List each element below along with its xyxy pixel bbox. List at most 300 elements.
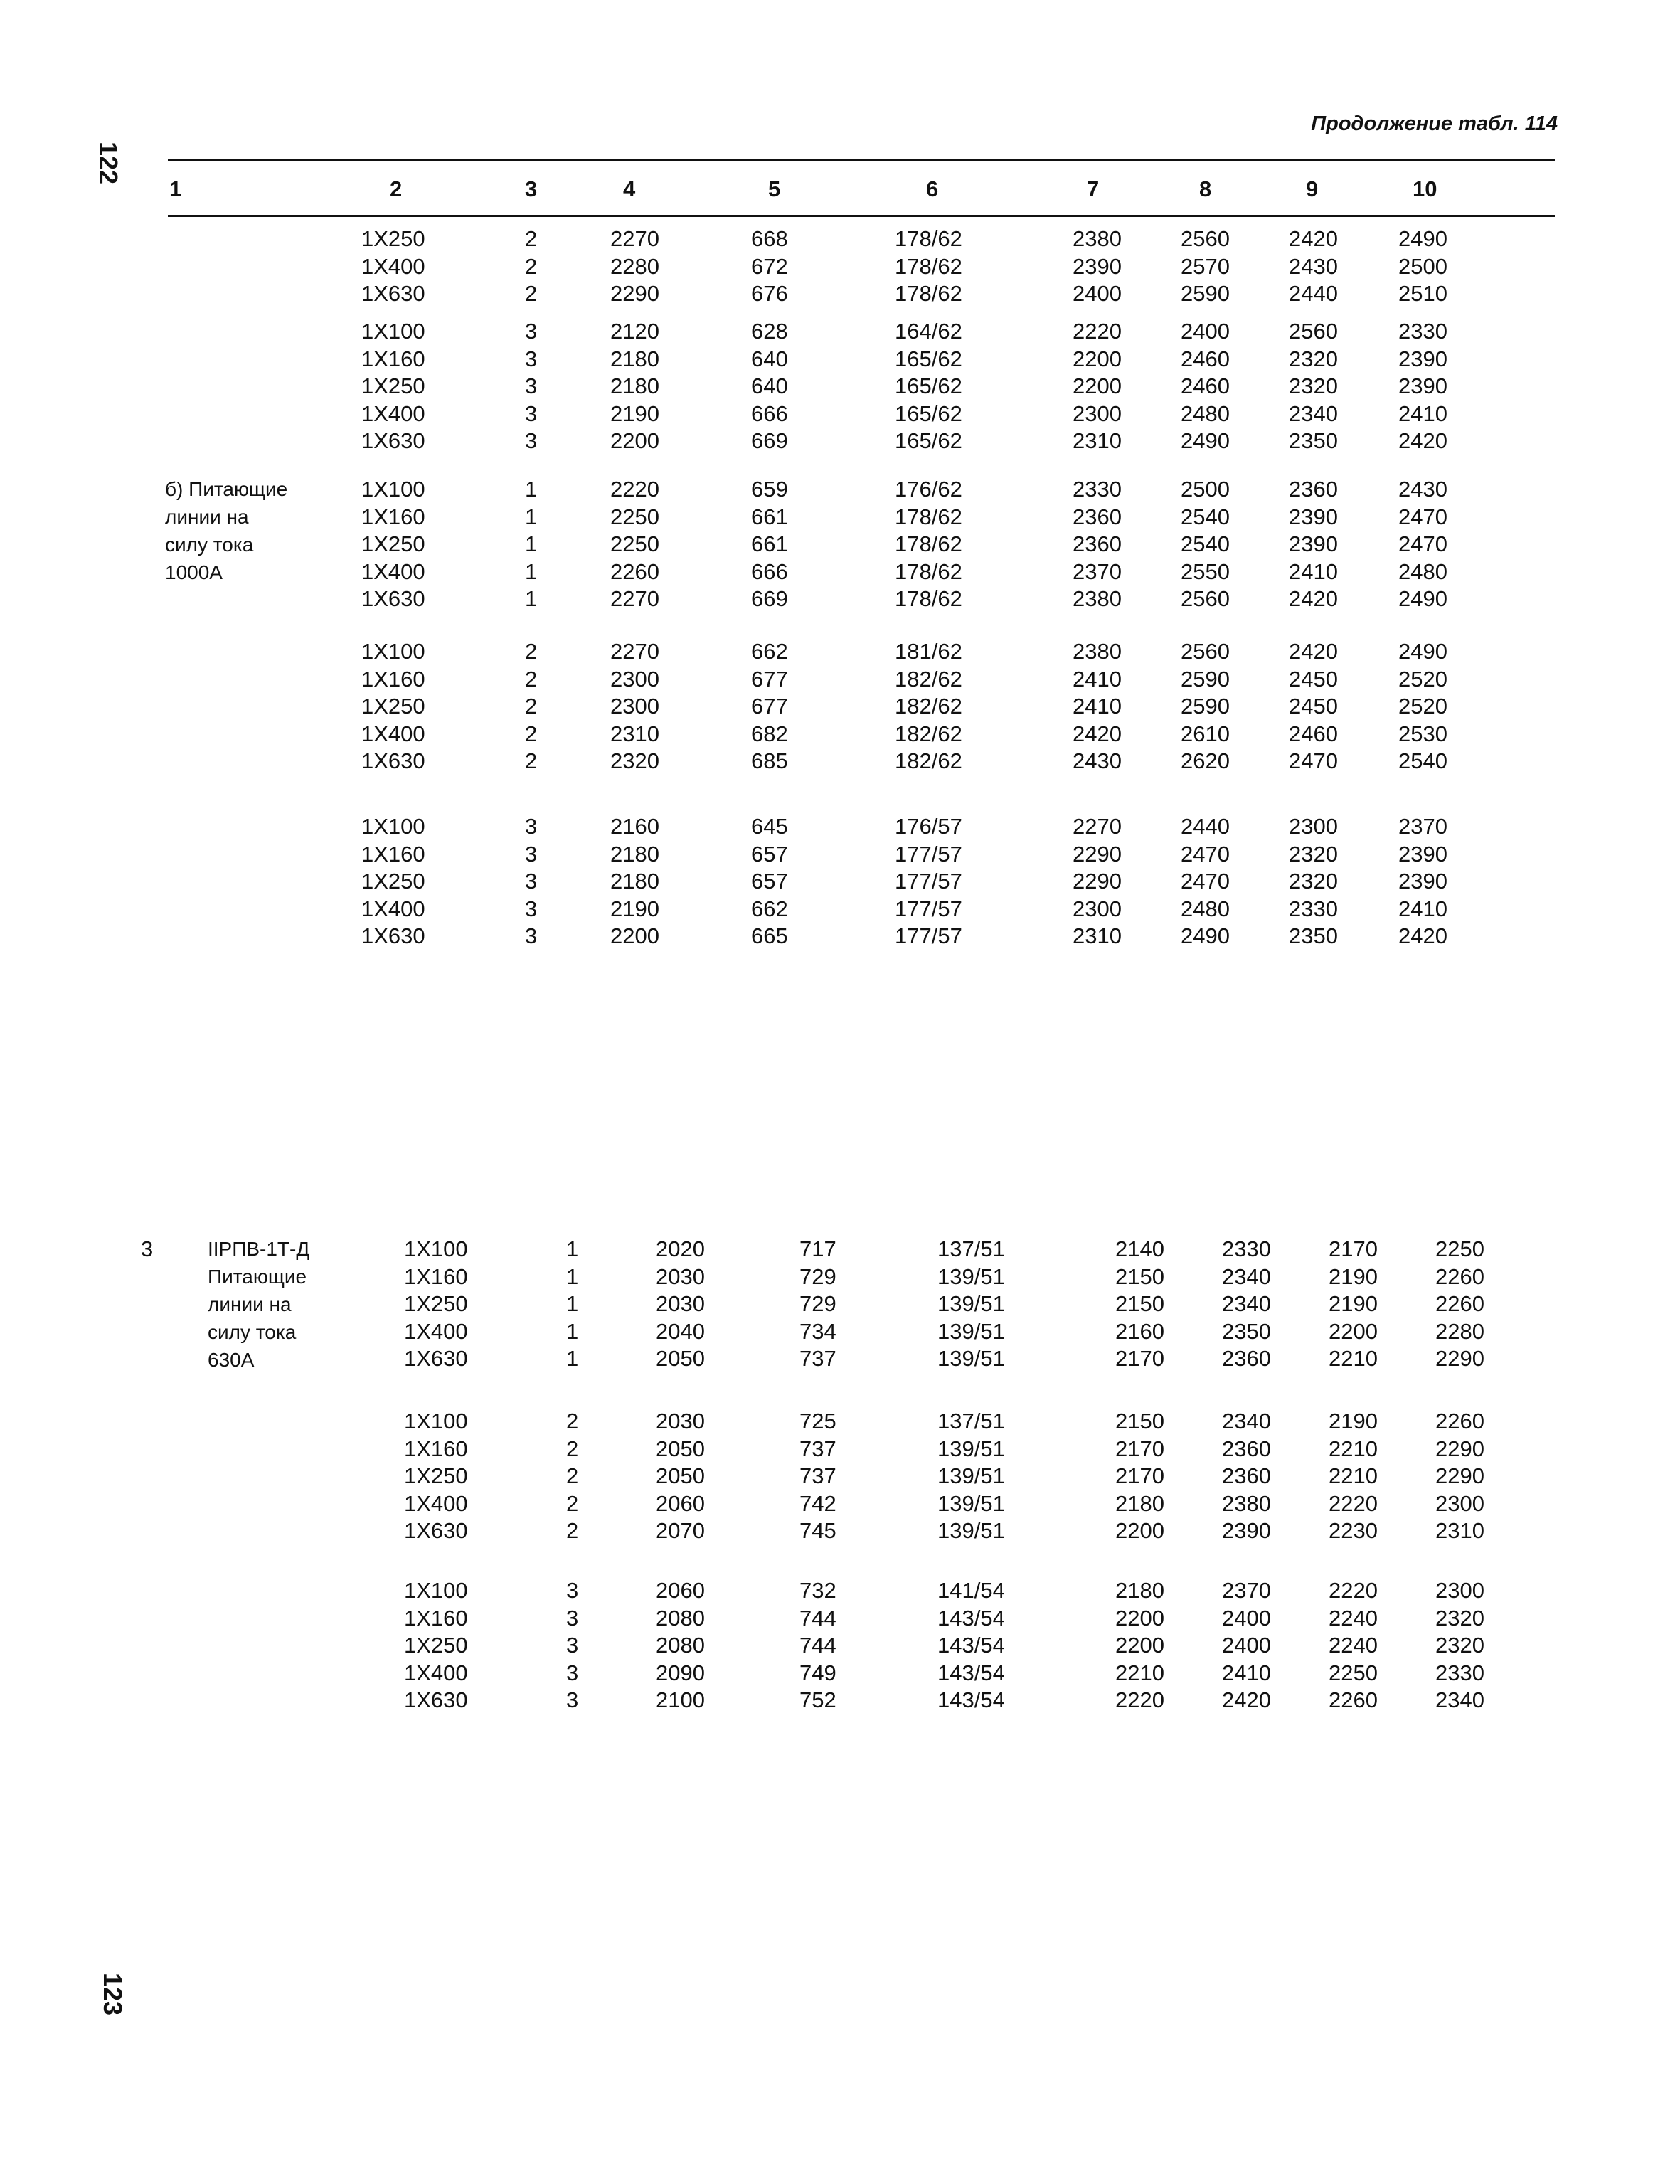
table-cell: 3 xyxy=(525,814,538,839)
table-cell: 2190 xyxy=(610,896,659,921)
table-cell: 176/62 xyxy=(895,477,962,502)
table-cell: 2410 xyxy=(1073,666,1122,691)
header-bottom-rule xyxy=(168,215,1555,217)
header-top-rule xyxy=(168,159,1555,161)
table-cell: 2390 xyxy=(1289,531,1338,556)
table-cell: 3 xyxy=(566,1633,579,1658)
table-cell: 2250 xyxy=(610,531,659,556)
table-cell: 2400 xyxy=(1073,281,1122,306)
column-header-8: 8 xyxy=(1199,176,1212,201)
column-header-10: 10 xyxy=(1413,176,1437,201)
table-cell: 734 xyxy=(799,1318,836,1344)
table-cell: 2450 xyxy=(1289,694,1338,719)
table-cell: 182/62 xyxy=(895,666,962,691)
table-cell: 2200 xyxy=(1073,373,1122,398)
table-cell: 2310 xyxy=(1073,923,1122,948)
table-cell: 668 xyxy=(751,226,788,251)
table-cell: 2470 xyxy=(1181,841,1230,866)
table-cell: 2230 xyxy=(1329,1518,1378,1543)
table-cell: 1 xyxy=(525,586,538,611)
table-cell: 659 xyxy=(751,477,788,502)
table-cell: 2360 xyxy=(1073,531,1122,556)
table-cell: 2460 xyxy=(1289,721,1338,746)
table-cell: 662 xyxy=(751,896,788,921)
table-cell: 3 xyxy=(525,841,538,866)
table-cell: 2560 xyxy=(1181,226,1230,251)
table-cell: 744 xyxy=(799,1633,836,1658)
table-cell: 2350 xyxy=(1289,923,1338,948)
table-cell: 165/62 xyxy=(895,428,962,453)
table-cell: 2400 xyxy=(1181,319,1230,344)
table-cell: 2160 xyxy=(1115,1318,1164,1344)
table-cell: 2300 xyxy=(1073,401,1122,426)
table-cell: 2260 xyxy=(1329,1687,1378,1712)
table-cell: 2270 xyxy=(1073,814,1122,839)
section-label-line: силу тока xyxy=(208,1321,297,1343)
table-cell: 2190 xyxy=(1329,1291,1378,1316)
table-cell: 1X630 xyxy=(361,586,425,611)
table-cell: 176/57 xyxy=(895,814,962,839)
table-cell: 178/62 xyxy=(895,586,962,611)
table-cell: 1X160 xyxy=(404,1436,468,1461)
table-cell: 2 xyxy=(566,1436,579,1461)
table-cell: 3 xyxy=(525,896,538,921)
table-cell: 2200 xyxy=(610,923,659,948)
table-cell: 2490 xyxy=(1181,428,1230,453)
table-cell: 2190 xyxy=(1329,1263,1378,1289)
table-cell: 2120 xyxy=(610,319,659,344)
column-header-2: 2 xyxy=(390,176,403,201)
table-cell: 725 xyxy=(799,1409,836,1433)
table-cell: 139/51 xyxy=(937,1263,1005,1289)
table-cell: 2320 xyxy=(1435,1605,1484,1631)
table-cell: 1X100 xyxy=(404,1578,468,1603)
table-cell: 2140 xyxy=(1115,1236,1164,1261)
table-cell: 2570 xyxy=(1181,253,1230,279)
table-cell: 1 xyxy=(525,558,538,584)
table-cell: 2250 xyxy=(1329,1660,1378,1685)
table-cell: 669 xyxy=(751,586,788,611)
table-cell: 2 xyxy=(525,639,538,664)
table-cell: 2200 xyxy=(1115,1605,1164,1631)
table-cell: 2290 xyxy=(1435,1346,1484,1371)
table-cell: 1X400 xyxy=(361,558,425,584)
table-cell: 1X400 xyxy=(361,721,425,746)
section-label-line: линии на xyxy=(208,1293,292,1315)
table-cell: 2080 xyxy=(656,1605,705,1631)
section-label-1000a xyxy=(165,475,287,586)
table-cell: 2440 xyxy=(1289,281,1338,306)
table-cell: 2190 xyxy=(1329,1409,1378,1433)
table-cell: 2480 xyxy=(1398,558,1447,584)
table-cell: 2300 xyxy=(610,666,659,691)
table-cell: 1X250 xyxy=(361,694,425,719)
table-cell: 2330 xyxy=(1435,1660,1484,1685)
table-cell: 737 xyxy=(799,1463,836,1488)
table-cell: 2320 xyxy=(1289,841,1338,866)
table-cell: 2480 xyxy=(1181,401,1230,426)
table-cell: 1X250 xyxy=(361,226,425,251)
table-cell: 2420 xyxy=(1073,721,1122,746)
table-cell: 2180 xyxy=(610,869,659,894)
table-cell: 1X630 xyxy=(361,281,425,306)
table-cell: 2160 xyxy=(610,814,659,839)
table-cell: 2330 xyxy=(1289,896,1338,921)
table-cell: 2360 xyxy=(1222,1463,1271,1488)
table-cell: 1X100 xyxy=(361,639,425,664)
table-cell: 3 xyxy=(525,401,538,426)
table-cell: 2390 xyxy=(1398,373,1447,398)
table-cell: 665 xyxy=(751,923,788,948)
table-cell: 645 xyxy=(751,814,788,839)
table-cell: 2310 xyxy=(610,721,659,746)
table-cell: 3 xyxy=(566,1660,579,1685)
table-cell: 2200 xyxy=(1329,1318,1378,1344)
table-cell: 1 xyxy=(525,477,538,502)
table-cell: 640 xyxy=(751,346,788,371)
table-cell: 165/62 xyxy=(895,346,962,371)
table-cell: 137/51 xyxy=(937,1236,1005,1261)
table-cell: 2440 xyxy=(1181,814,1230,839)
table-cell: 2390 xyxy=(1289,504,1338,529)
table-cell: 1X630 xyxy=(361,923,425,948)
page-number-top: 122 xyxy=(94,141,124,185)
table-cell: 2050 xyxy=(656,1463,705,1488)
table-cell: 1 xyxy=(525,504,538,529)
table-cell: 3 xyxy=(525,869,538,894)
table-cell: 2290 xyxy=(610,281,659,306)
table-cell: 2180 xyxy=(610,346,659,371)
table-cell: 2220 xyxy=(1329,1578,1378,1603)
table-cell: 2620 xyxy=(1181,748,1230,773)
table-cell: 2250 xyxy=(1435,1236,1484,1261)
table-cell: 2490 xyxy=(1398,586,1447,611)
table-cell: 640 xyxy=(751,373,788,398)
table-cell: 2020 xyxy=(656,1236,705,1261)
table-cell: 2500 xyxy=(1181,477,1230,502)
table-cell: 139/51 xyxy=(937,1518,1005,1543)
table-cell: 1X100 xyxy=(404,1236,468,1261)
table-cell: 178/62 xyxy=(895,504,962,529)
table-cell: 1X100 xyxy=(361,814,425,839)
table-cell: 2080 xyxy=(656,1633,705,1658)
table-cell: 3 xyxy=(566,1687,579,1712)
column-header-6: 6 xyxy=(926,176,939,201)
table-cell: 2300 xyxy=(1073,896,1122,921)
table-cell: 677 xyxy=(751,694,788,719)
table-cell: 1X630 xyxy=(361,748,425,773)
table-cell: 139/51 xyxy=(937,1318,1005,1344)
table-cell: 2 xyxy=(566,1518,579,1543)
table-cell: 2590 xyxy=(1181,281,1230,306)
table-cell: 628 xyxy=(751,319,788,344)
table-cell: 2590 xyxy=(1181,666,1230,691)
table-cell: 1X250 xyxy=(361,869,425,894)
table-cell: 1X630 xyxy=(404,1346,468,1371)
table-cell: 1X160 xyxy=(361,346,425,371)
table-cell: 3 xyxy=(525,319,538,344)
table-cell: 2220 xyxy=(1073,319,1122,344)
table-cell: 143/54 xyxy=(937,1605,1005,1631)
table-cell: 2480 xyxy=(1181,896,1230,921)
table-cell: 2060 xyxy=(656,1490,705,1516)
table-cell: 2180 xyxy=(1115,1578,1164,1603)
table-cell: 2430 xyxy=(1073,748,1122,773)
table-cell: 2040 xyxy=(656,1318,705,1344)
table-cell: 165/62 xyxy=(895,401,962,426)
table-cell: 141/54 xyxy=(937,1578,1005,1603)
table-cell: 2400 xyxy=(1222,1605,1271,1631)
table-cell: 2260 xyxy=(1435,1291,1484,1316)
table-cell: 2 xyxy=(566,1463,579,1488)
table-cell: 1X250 xyxy=(361,531,425,556)
table-cell: 685 xyxy=(751,748,788,773)
table-cell: 2340 xyxy=(1435,1687,1484,1712)
table-cell: 2180 xyxy=(610,841,659,866)
table-cell: 2360 xyxy=(1073,504,1122,529)
table-cell: 2290 xyxy=(1073,869,1122,894)
page-number-bottom: 123 xyxy=(98,1972,128,2016)
table-cell: 2420 xyxy=(1289,639,1338,664)
table-cell: 2180 xyxy=(610,373,659,398)
table-cell: 752 xyxy=(799,1687,836,1712)
table-cell: 1X250 xyxy=(404,1291,468,1316)
table-cell: 139/51 xyxy=(937,1291,1005,1316)
table-cell: 2410 xyxy=(1398,896,1447,921)
table-cell: 2210 xyxy=(1115,1660,1164,1685)
table-cell: 2 xyxy=(525,694,538,719)
table-cell: 182/62 xyxy=(895,721,962,746)
table-cell: 2 xyxy=(525,226,538,251)
table-cell: 2320 xyxy=(1289,869,1338,894)
table-cell: 2560 xyxy=(1289,319,1338,344)
table-cell: 2420 xyxy=(1289,586,1338,611)
table-cell: 737 xyxy=(799,1436,836,1461)
table-cell: 178/62 xyxy=(895,558,962,584)
table-cell: 1X400 xyxy=(361,896,425,921)
table-cell: 2420 xyxy=(1289,226,1338,251)
table-cell: 2 xyxy=(525,748,538,773)
table-cell: 177/57 xyxy=(895,923,962,948)
table-cell: 2200 xyxy=(1115,1518,1164,1543)
table-cell: 3 xyxy=(566,1605,579,1631)
table-cell: 2560 xyxy=(1181,586,1230,611)
table-cell: 717 xyxy=(799,1236,836,1261)
table-cell: 2380 xyxy=(1073,226,1122,251)
table-cell: 1X160 xyxy=(404,1263,468,1289)
table-cell: 3 xyxy=(566,1578,579,1603)
table-cell: 2300 xyxy=(1435,1490,1484,1516)
table-cell: 2380 xyxy=(1073,586,1122,611)
section-label-line: 630А xyxy=(208,1349,255,1371)
table-cell: 3 xyxy=(525,346,538,371)
table-cell: 2390 xyxy=(1398,869,1447,894)
table-cell: 2380 xyxy=(1073,639,1122,664)
table-cell: 2550 xyxy=(1181,558,1230,584)
table-cell: 2410 xyxy=(1289,558,1338,584)
table-cell: 2520 xyxy=(1398,666,1447,691)
table-cell: 2050 xyxy=(656,1346,705,1371)
table-cell: 2540 xyxy=(1398,748,1447,773)
table-cell: 2210 xyxy=(1329,1346,1378,1371)
table-cell: 661 xyxy=(751,504,788,529)
table-cell: 749 xyxy=(799,1660,836,1685)
table-cell: 669 xyxy=(751,428,788,453)
table-cell: 729 xyxy=(799,1291,836,1316)
table-cell: 2060 xyxy=(656,1578,705,1603)
section-label-line: б) Питающие xyxy=(165,478,288,500)
table-cell: 2030 xyxy=(656,1291,705,1316)
section-label-630a xyxy=(208,1235,309,1374)
table-cell: 2340 xyxy=(1222,1263,1271,1289)
table-cell: 2170 xyxy=(1329,1236,1378,1261)
table-cell: 139/51 xyxy=(937,1463,1005,1488)
table-cell: 2260 xyxy=(610,558,659,584)
table-cell: 2370 xyxy=(1398,814,1447,839)
table-cell: 2330 xyxy=(1073,477,1122,502)
table-cell: 2280 xyxy=(610,253,659,279)
table-cell: 2 xyxy=(525,253,538,279)
table-cell: 1X160 xyxy=(361,666,425,691)
table-cell: 1 xyxy=(566,1346,579,1371)
table-cell: 2270 xyxy=(610,586,659,611)
table-cell: 677 xyxy=(751,666,788,691)
table-cell: 2190 xyxy=(610,401,659,426)
table-cell: 2150 xyxy=(1115,1409,1164,1433)
table-cell: 2530 xyxy=(1398,721,1447,746)
table-cell: 1 xyxy=(566,1263,579,1289)
table-cell: 2360 xyxy=(1289,477,1338,502)
table-cell: 2240 xyxy=(1329,1605,1378,1631)
table-cell: 2320 xyxy=(1289,373,1338,398)
table-cell: 676 xyxy=(751,281,788,306)
table-cell: 2490 xyxy=(1398,226,1447,251)
table-cell: 2500 xyxy=(1398,253,1447,279)
table-cell: 164/62 xyxy=(895,319,962,344)
table-cell: 2540 xyxy=(1181,531,1230,556)
table-cell: 2270 xyxy=(610,226,659,251)
table-cell: 744 xyxy=(799,1605,836,1631)
table-cell: 2270 xyxy=(610,639,659,664)
table-cell: 2410 xyxy=(1073,694,1122,719)
table-cell: 2210 xyxy=(1329,1463,1378,1488)
table-cell: 666 xyxy=(751,401,788,426)
column-header-5: 5 xyxy=(768,176,781,201)
table-cell: 1X400 xyxy=(361,401,425,426)
table-cell: 2300 xyxy=(610,694,659,719)
table-cell: 2470 xyxy=(1181,869,1230,894)
table-cell: 2610 xyxy=(1181,721,1230,746)
table-cell: 2590 xyxy=(1181,694,1230,719)
table-cell: 3 xyxy=(525,923,538,948)
table-cell: 177/57 xyxy=(895,896,962,921)
table-cell: 2220 xyxy=(610,477,659,502)
table-cell: 1X630 xyxy=(404,1518,468,1543)
table-cell: 1X250 xyxy=(404,1633,468,1658)
table-cell: 2150 xyxy=(1115,1263,1164,1289)
table-cell: 177/57 xyxy=(895,869,962,894)
table-cell: 2390 xyxy=(1398,346,1447,371)
table-cell: 1X400 xyxy=(361,253,425,279)
table-cell: 2310 xyxy=(1435,1518,1484,1543)
table-cell: 1X100 xyxy=(404,1409,468,1433)
table-cell: 657 xyxy=(751,869,788,894)
table-cell: 178/62 xyxy=(895,253,962,279)
table-cell: 2290 xyxy=(1435,1436,1484,1461)
table-cell: 3 xyxy=(525,373,538,398)
section-label-line: силу тока xyxy=(165,534,254,556)
table-caption: Продолжение табл. 114 xyxy=(1311,112,1558,135)
table-cell: 2460 xyxy=(1181,346,1230,371)
section-label-line: IIРПВ-1Т-Д xyxy=(208,1238,310,1260)
table-cell: 137/51 xyxy=(937,1409,1005,1433)
table-cell: 177/57 xyxy=(895,841,962,866)
table-cell: 2360 xyxy=(1222,1346,1271,1371)
table-cell: 2420 xyxy=(1398,428,1447,453)
table-cell: 2170 xyxy=(1115,1436,1164,1461)
table-cell: 2470 xyxy=(1398,531,1447,556)
table-cell: 2 xyxy=(566,1409,579,1433)
table-cell: 2340 xyxy=(1289,401,1338,426)
table-cell: 2410 xyxy=(1398,401,1447,426)
table-cell: 2170 xyxy=(1115,1463,1164,1488)
table-cell: 2200 xyxy=(1115,1633,1164,1658)
table-cell: 1X100 xyxy=(361,477,425,502)
table-cell: 2370 xyxy=(1222,1578,1271,1603)
table-cell: 2210 xyxy=(1329,1436,1378,1461)
table-cell: 1X250 xyxy=(361,373,425,398)
table-cell: 2090 xyxy=(656,1660,705,1685)
table-cell: 178/62 xyxy=(895,281,962,306)
table-cell: 181/62 xyxy=(895,639,962,664)
table-cell: 2320 xyxy=(610,748,659,773)
table-cell: 1X400 xyxy=(404,1318,468,1344)
section-label-line: Питающие xyxy=(208,1266,307,1288)
table-cell: 2390 xyxy=(1398,841,1447,866)
table-cell: 2 xyxy=(525,721,538,746)
column-header-1: 1 xyxy=(169,176,182,201)
table-cell: 729 xyxy=(799,1263,836,1289)
table-cell: 2330 xyxy=(1222,1236,1271,1261)
table-cell: 139/51 xyxy=(937,1436,1005,1461)
table-cell: 143/54 xyxy=(937,1633,1005,1658)
table-cell: 139/51 xyxy=(937,1490,1005,1516)
table-cell: 2220 xyxy=(1115,1687,1164,1712)
table-cell: 178/62 xyxy=(895,226,962,251)
table-cell: 2490 xyxy=(1181,923,1230,948)
table-cell: 2 xyxy=(566,1490,579,1516)
table-cell: 165/62 xyxy=(895,373,962,398)
table-cell: 2280 xyxy=(1435,1318,1484,1344)
table-cell: 1X160 xyxy=(361,841,425,866)
table-cell: 2420 xyxy=(1398,923,1447,948)
table-cell: 2 xyxy=(525,666,538,691)
column-header-7: 7 xyxy=(1087,176,1100,201)
table-cell: 3 xyxy=(525,428,538,453)
table-cell: 2100 xyxy=(656,1687,705,1712)
table-cell: 745 xyxy=(799,1518,836,1543)
table-cell: 2050 xyxy=(656,1436,705,1461)
table-cell: 672 xyxy=(751,253,788,279)
table-cell: 2520 xyxy=(1398,694,1447,719)
table-cell: 666 xyxy=(751,558,788,584)
table-cell: 2320 xyxy=(1289,346,1338,371)
table-cell: 1X630 xyxy=(404,1687,468,1712)
table-cell: 2430 xyxy=(1289,253,1338,279)
table-cell: 2490 xyxy=(1398,639,1447,664)
table-cell: 2390 xyxy=(1073,253,1122,279)
table-cell: 742 xyxy=(799,1490,836,1516)
